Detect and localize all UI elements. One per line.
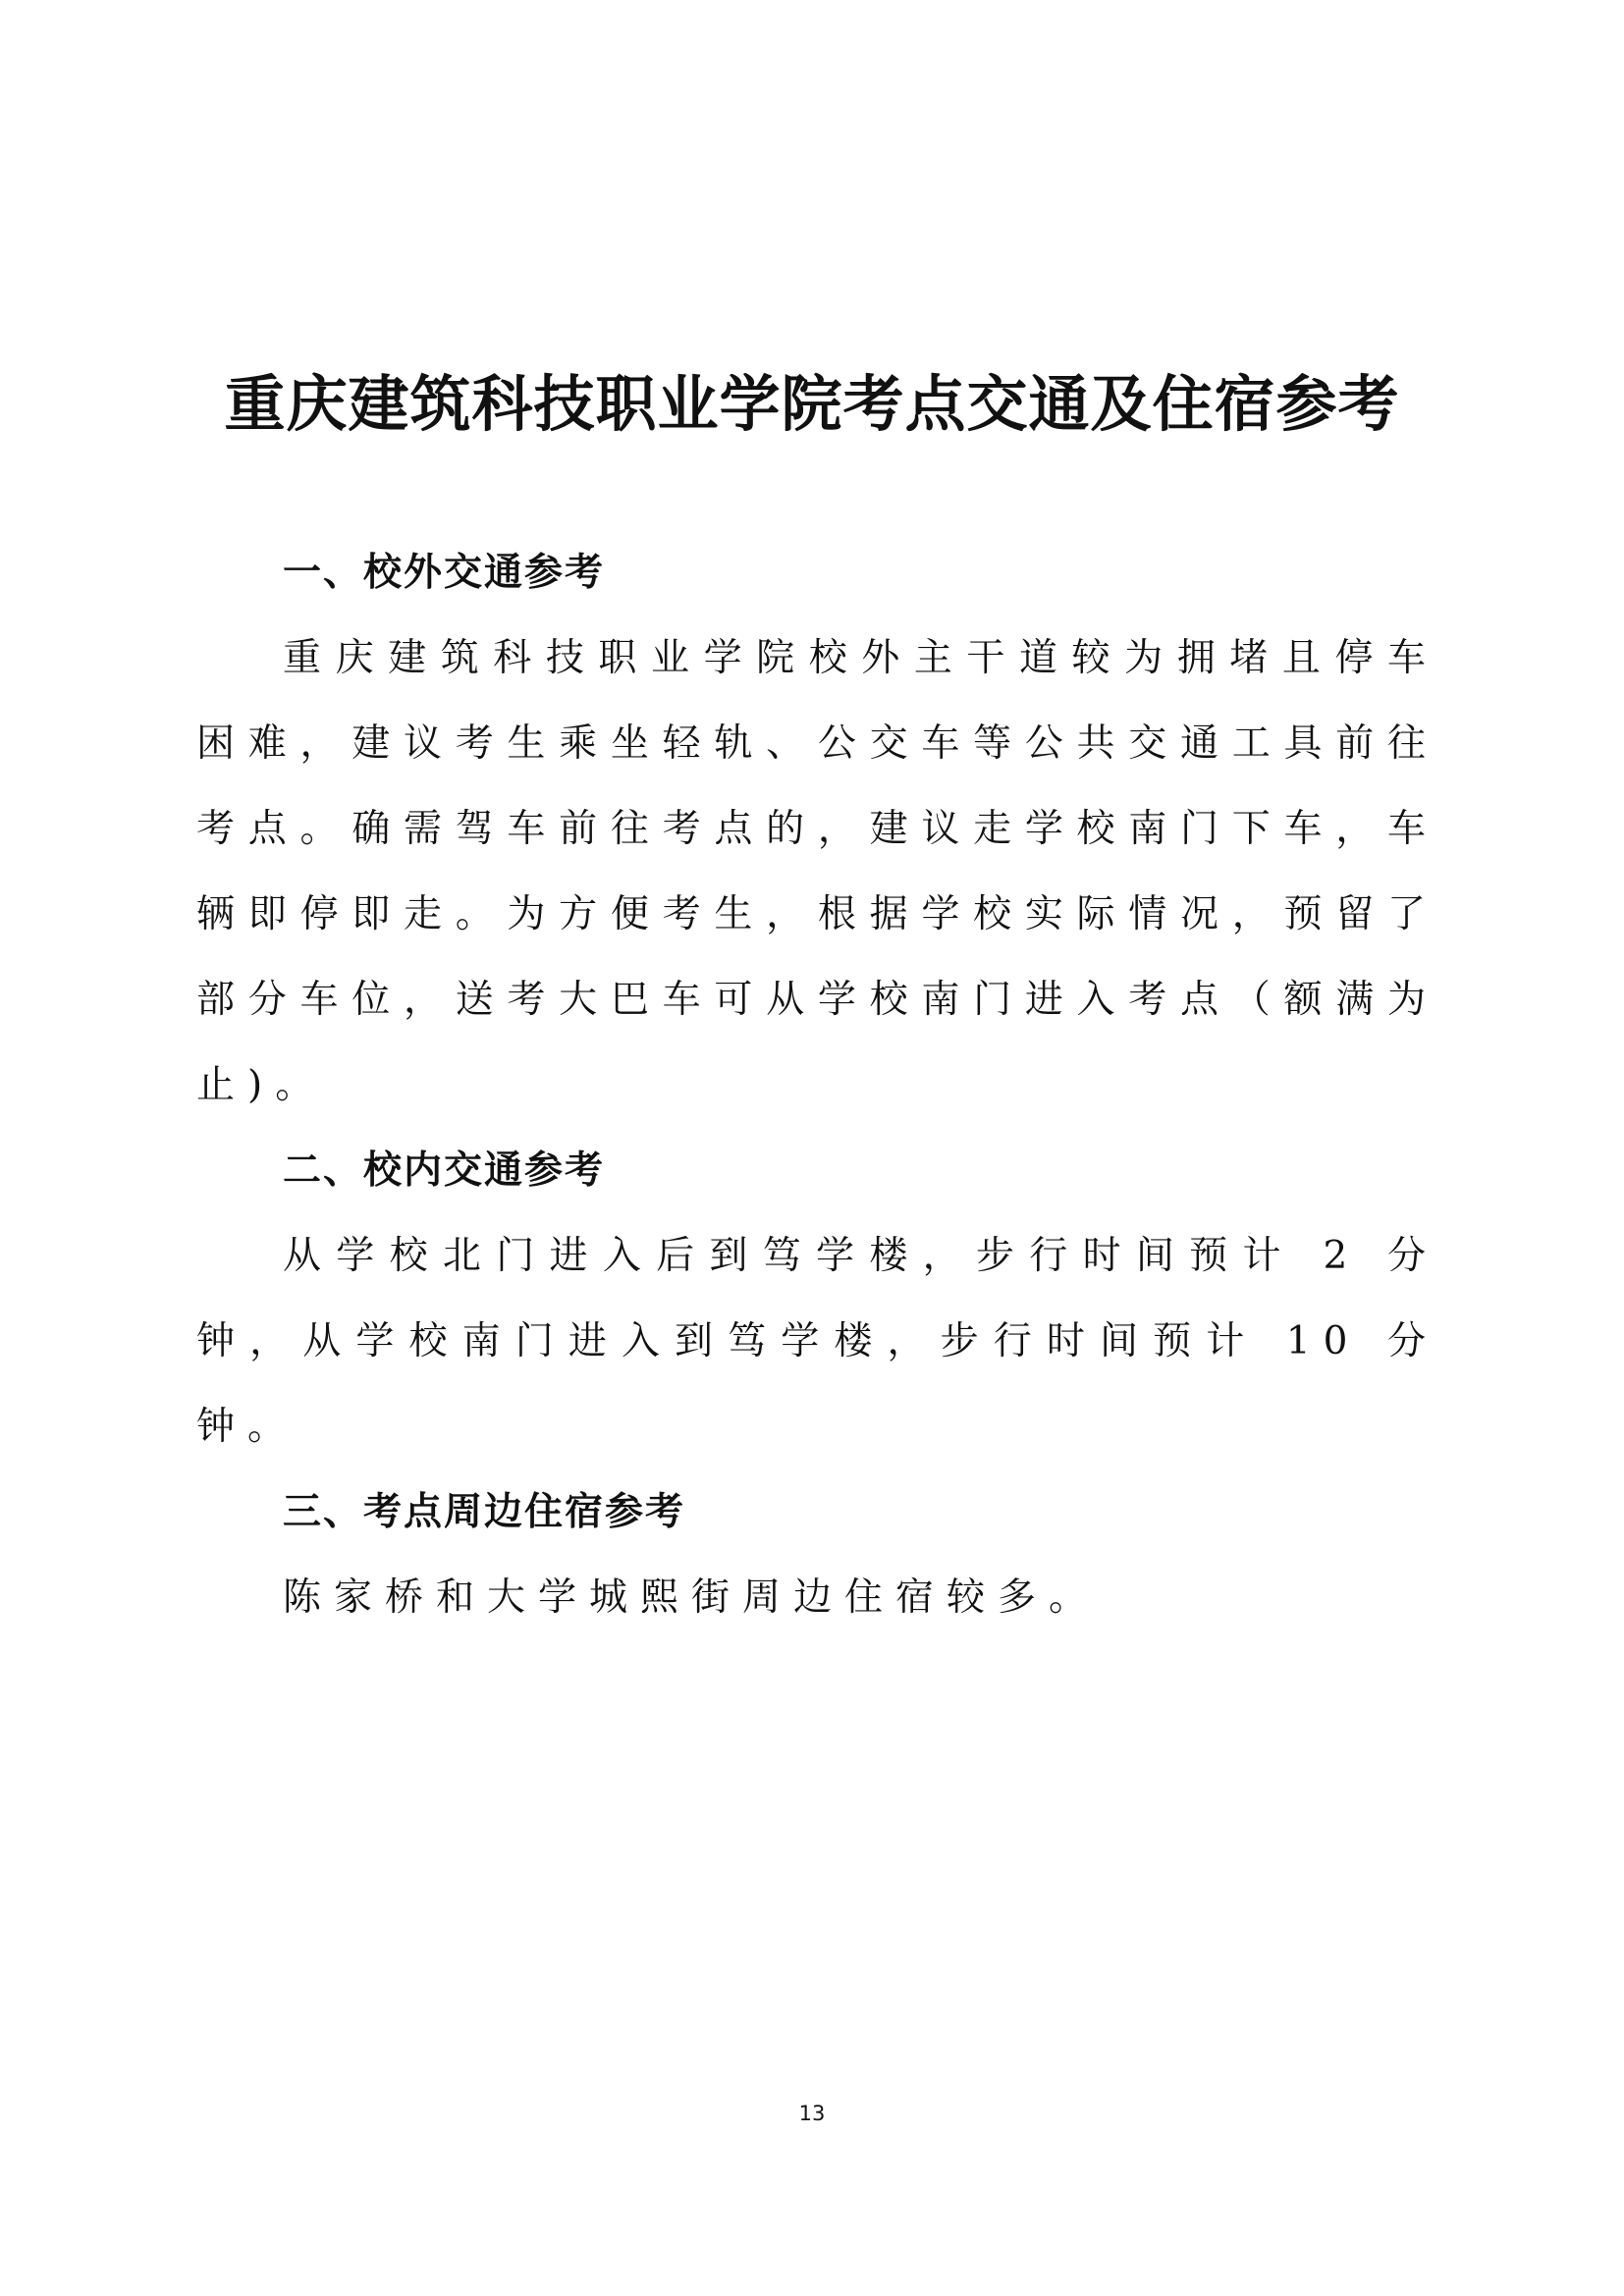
page-title: 重庆建筑科技职业学院考点交通及住宿参考	[224, 368, 1400, 440]
document-body	[196, 530, 1438, 1640]
section-body-nearby-accommodation: 陈家桥和大学城熙街周边住宿较多。	[283, 1575, 1101, 1620]
section-heading-on-campus-transport: 二、校内交通参考	[283, 1148, 606, 1193]
section-body-off-campus-transport: 重庆建筑科技职业学院校外主干道较为拥堵且停车困难，建议考生乘坐轻轨、公交车等公共交通工具前往考点。确需驾车前往考点的，建议走学校南门下车，车辆即停即走。为方便考生，根据学校实际情况，预留了部分车位，送考大巴车可从学校南门进入考点（额满为止)。	[196, 636, 1438, 1107]
page-number: 13	[798, 2102, 826, 2125]
section-heading-off-campus-transport: 一、校外交通参考	[283, 551, 606, 595]
section-body-on-campus-transport: 从学校北门进入后到笃学楼，步行时间预计 2 分钟，从学校南门进入到笃学楼，步行时间预计 10 分钟。	[196, 1234, 1438, 1449]
section-heading-nearby-accommodation: 三、考点周边住宿参考	[283, 1490, 686, 1534]
